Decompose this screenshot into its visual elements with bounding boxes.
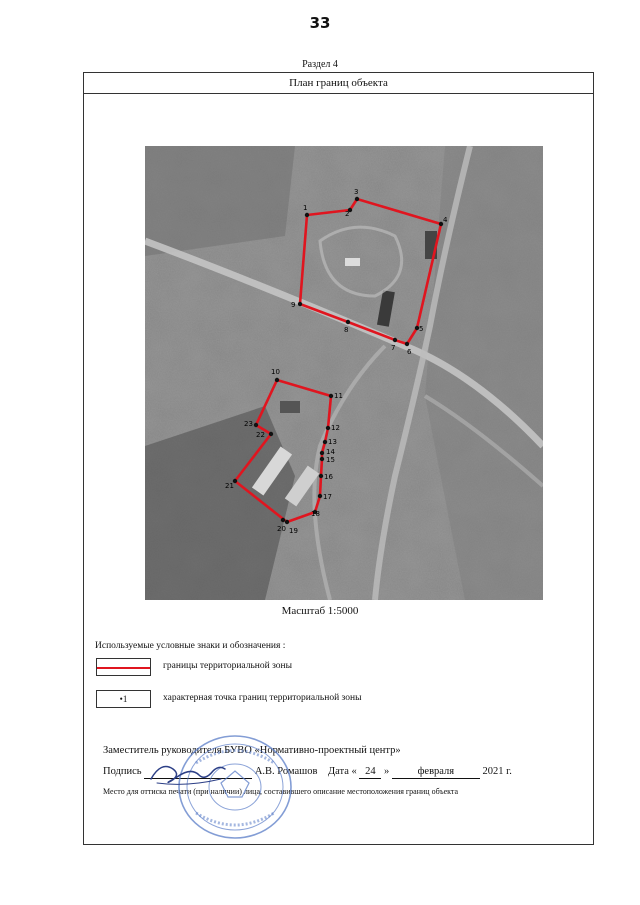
building [345,258,360,266]
signature-label: Подпись [103,766,142,777]
point-label: 5 [419,325,424,333]
legend-point-symbol: •1 [96,690,151,708]
point-label: 19 [289,527,298,535]
date-day: 24 [359,766,381,779]
date-label: Дата « [327,766,357,777]
boundary-point [269,432,273,436]
boundary-point [281,518,285,522]
point-label: 10 [271,368,280,376]
page-number: 33 [309,14,331,32]
date-year: 2021 г. [482,766,512,777]
legend-point-label: характерная точка границ территориальной зоны [163,693,362,703]
point-label: 17 [323,493,332,501]
point-label: 23 [244,420,253,428]
point-label: 3 [354,188,359,196]
point-label: 22 [256,431,265,439]
signer-position: Заместитель руководителя БУВО «Нормативно-проектный центр» [103,745,401,756]
section-label: Раздел 4 [302,59,338,70]
point-label: 9 [291,301,296,309]
point-label: 7 [391,344,396,352]
handwritten-signature [147,755,227,791]
point-label: 8 [344,326,349,334]
point-label: 16 [324,473,333,481]
point-label: 15 [326,456,335,464]
boundary-point [326,426,330,430]
boundary-point [329,394,333,398]
point-label: 21 [225,482,234,490]
boundary-point [320,451,324,455]
stamp-note: Место для оттиска печати (при наличии) лица, составившего описание местоположения границ объекта [103,787,459,796]
legend-title: Используемые условные знаки и обозначения : [95,641,286,651]
boundary-point [346,320,350,324]
point-label: 2 [345,210,350,218]
aerial-map [145,146,543,600]
building [280,401,300,413]
point-label: 1 [303,204,308,212]
boundary-point [305,213,309,217]
boundary-point [275,378,279,382]
boundary-point [393,338,397,342]
legend-boundary-symbol [96,658,151,676]
point-label: 11 [334,392,343,400]
boundary-point [285,520,289,524]
date-day-close: » [384,766,390,777]
legend-boundary-label: границы территориальной зоны [163,661,293,671]
boundary-point [319,474,323,478]
point-label: 14 [326,448,335,456]
signer-name: А.В. Ромашов [254,766,318,777]
boundary-point [355,197,359,201]
point-label: 18 [311,510,320,518]
boundary-point [318,494,322,498]
date-month: февраля [392,766,480,779]
point-label: 13 [328,438,337,446]
boundary-point [405,342,409,346]
boundary-point [254,423,258,427]
map-scale: Масштаб 1:5000 [281,605,359,617]
plan-title: План границ объекта [83,72,594,94]
point-label: 12 [331,424,340,432]
point-label: 4 [443,216,448,224]
boundary-point [320,457,324,461]
boundary-point [298,302,302,306]
boundary-point [323,440,327,444]
point-label: 20 [277,525,286,533]
point-label: 6 [407,348,412,356]
